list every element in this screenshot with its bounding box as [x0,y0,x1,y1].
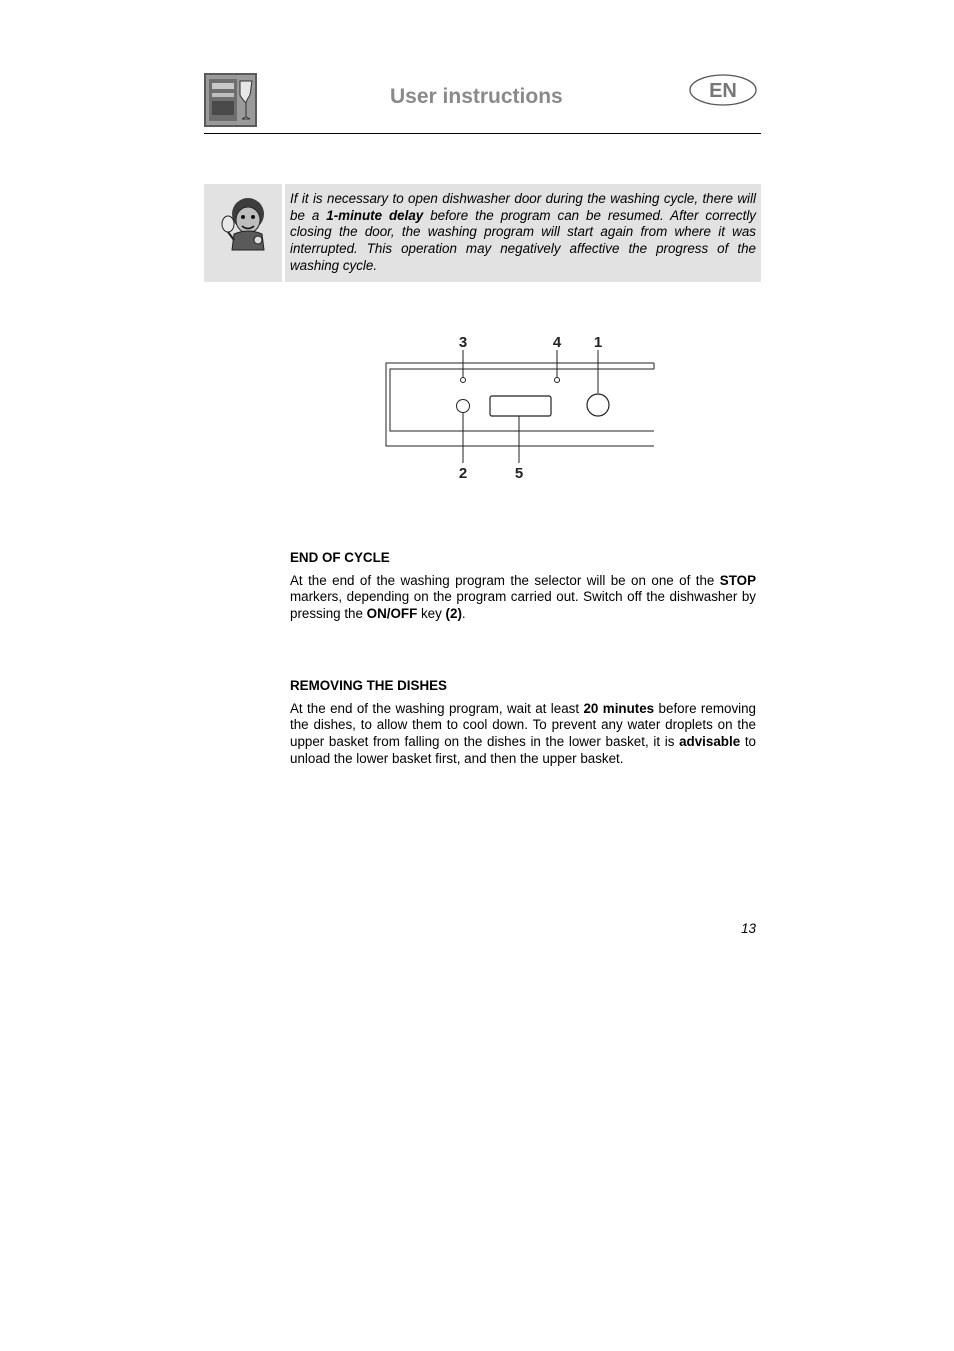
section-heading: REMOVING THE DISHES [290,678,447,693]
note-text-part: before the program can be resumed. After correctly closing the door, the washing program will start again from where it was interrupted. This operation may negatively affective the progress of the washing cycle. [290,207,756,273]
body-text: At the end of the washing program, wait at least [290,700,584,716]
note-text-part: If it is necessary to open dishwasher door during the washing cycle, there will be a [290,191,756,223]
end-of-cycle-section [290,550,756,623]
body-emphasis: ON/OFF [366,606,418,622]
header-divider [204,133,761,134]
indicator-light-3 [461,378,466,383]
section-body [290,573,756,623]
body-emphasis: (2) [445,606,462,622]
body-text: At the end of the washing program the selector will be on one of the [290,572,720,588]
body-text: before removing the dishes, to allow them to cool down. To prevent any water droplets on the upper basket from falling on the dishes in the lower basket, it is [290,700,757,750]
body-emphasis: 20 minutes [583,700,655,716]
body-emphasis: advisable [679,734,741,750]
callout-label-2: 2 [458,465,468,482]
display-drawing [490,396,551,416]
body-text: markers, depending on the program carried out. Switch off the dishwasher by pressing the [290,589,756,622]
body-emphasis: STOP [719,572,756,588]
body-text: . [461,606,466,622]
on-off-button-drawing [457,400,470,413]
indicator-light-4 [555,378,560,383]
cartoon-character-icon [204,184,282,282]
page-number: 13 [741,921,756,936]
note-icon-panel [204,184,282,282]
removing-dishes-section [290,678,756,768]
body-text: to unload the lower basket first, and then the upper basket. [290,734,757,766]
language-badge [689,74,757,106]
callout-label-4: 4 [552,334,562,351]
callout-label-1: 1 [593,334,603,351]
note-text-emphasis: 1-minute delay [326,207,424,223]
dishwasher-glass-icon [204,73,257,127]
callout-label-5: 5 [514,465,524,482]
control-panel-diagram [382,330,658,486]
language-badge-label: EN [709,80,737,102]
body-text: key [417,606,446,622]
note-text [290,191,756,275]
section-body [290,701,756,768]
callout-label-3: 3 [458,334,468,351]
program-selector-drawing [587,394,609,416]
section-heading: END OF CYCLE [290,550,390,565]
page-title: User instructions [390,85,563,108]
